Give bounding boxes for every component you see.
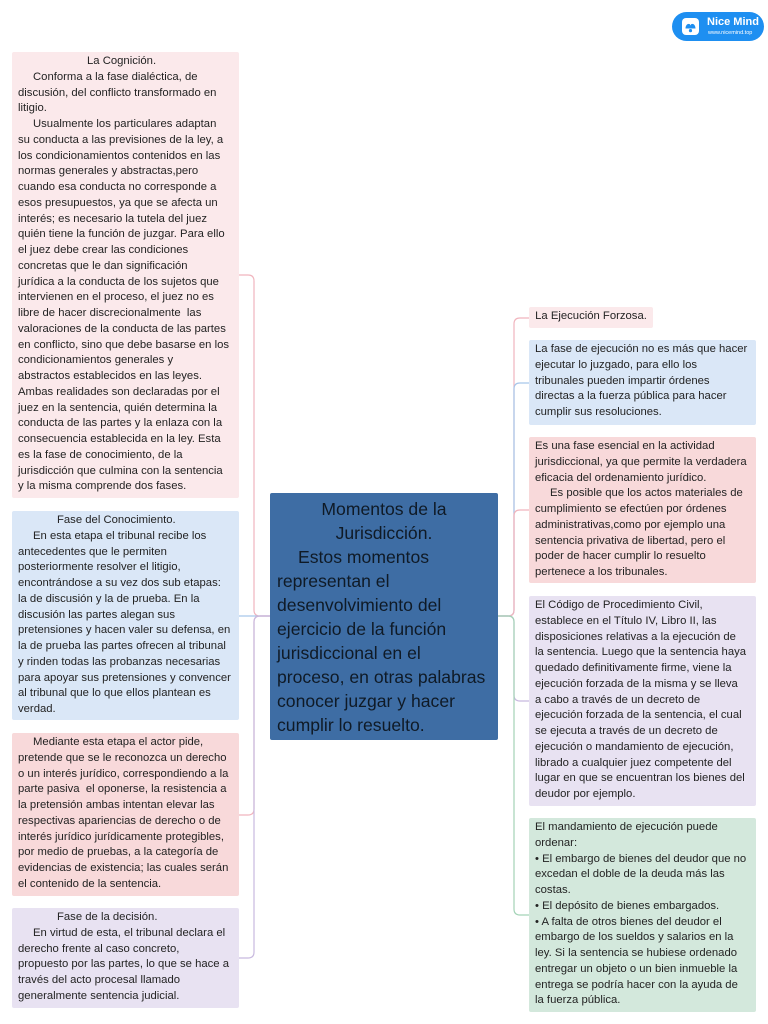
text-line: y la misma comprende dos fases. [18, 480, 187, 493]
text-line: concretas que le dan significación [18, 259, 188, 272]
text-line: generalmente sentencia judicial. [18, 989, 180, 1002]
text-line: tribunales pueden impartir órdenes [535, 374, 710, 387]
connector-fase-esencial [498, 510, 529, 616]
node-title: Fase de la decisión. [57, 911, 158, 923]
text-line: abstractos establecidos en las leyes. [18, 370, 202, 382]
text-line: esos presupuestos, ya que se afecta un [18, 196, 218, 209]
text-line: jurisdiccional, ya que permite la verdadera [535, 455, 747, 468]
text-line: jurisdiccional en el [277, 643, 421, 663]
node-paragraph [535, 820, 750, 1009]
text-line: Es posible que los actos materiales de [550, 487, 743, 500]
node-fase-esencial[interactable] [529, 437, 756, 583]
text-line: la sentencia. Luego que la sentencia haya [535, 646, 747, 659]
text-line: • El embargo de bienes del deudor que no [535, 852, 747, 865]
text-line: su conducta a las previsiones de la ley, a [18, 133, 224, 146]
text-line: pretende que se le reconozca un derecho [18, 751, 227, 764]
node-paragraph [18, 70, 233, 117]
text-line: desenvolvimiento del [277, 595, 442, 615]
text-line: embargo de los sueldos y salarios en la [535, 931, 734, 944]
text-line: discusión, del conflicto transformado en [18, 86, 217, 99]
text-line: a cabo a través de un decreto de [535, 693, 701, 706]
text-line: la de prueba las partes ofrecen al tribunal [18, 640, 226, 652]
text-line: Usualmente los particulares adaptan [33, 118, 217, 130]
node-title: La Cognición. [87, 55, 157, 67]
text-line: al tribunal que lo que ellos plantean es [18, 687, 211, 700]
text-line: representan el [277, 571, 390, 591]
central-title [277, 497, 491, 545]
text-line: deudor por ejemplo. [535, 788, 636, 800]
text-line: los condicionamientos contenidos en las [18, 149, 221, 162]
text-line: conocer juzgar y hacer [277, 691, 455, 711]
text-line: propuesto por las partes, lo que se hace a [18, 958, 230, 971]
node-paragraph [535, 439, 750, 486]
text-line: por medio de pruebas, a la categoría de [18, 846, 219, 859]
text-line: En esta etapa el tribunal recibe los [33, 529, 207, 542]
text-line: consecuencia establecida en la ley. Esta [18, 433, 221, 445]
text-line: excedan el doble de la deuda más las [535, 868, 725, 881]
node-fase-de-la-decision[interactable] [12, 908, 239, 1008]
node-paragraph [18, 117, 233, 495]
text-line: establece en el Título IV, Libro II, las [535, 614, 717, 627]
text-line: Jurisdicción. [335, 523, 433, 543]
node-paragraph [535, 486, 750, 581]
text-line: encontrándose a su vez dos sub etapas: [18, 577, 221, 589]
text-line: sentencia privativa de libertad, pero el [535, 534, 726, 547]
text-line: interés jurídico jurídicamente protegibles, [18, 830, 224, 843]
text-line: lugar en que se encuentran los bienes del [535, 772, 745, 785]
text-line: antecedentes que le permiten [18, 545, 167, 558]
node-la-cognicion[interactable] [12, 52, 239, 498]
text-line: quedado definitivamente firme, viene la [535, 662, 732, 674]
text-line: la pretensión ambas intentan elevar las [18, 799, 215, 811]
connector-mandamiento-de-ejecucion [498, 616, 529, 915]
text-line: es la fase de conocimiento, de la [18, 448, 183, 461]
text-line: condicionamientos generales y [18, 354, 174, 367]
node-paragraph [535, 598, 750, 803]
text-line: través del acto procesal llamado [18, 974, 181, 986]
text-line: cumplir sus resoluciones. [535, 406, 662, 418]
text-line: valoraciones de la conducta de las partes [18, 322, 226, 335]
text-line: administrativas,como por ejemplo una [535, 518, 726, 531]
node-title: Fase del Conocimiento. [57, 514, 176, 526]
connector-fase-de-la-decision [239, 616, 270, 958]
text-line: entrega se podría hacer con la ayuda de [535, 978, 738, 991]
text-line: juez en la sentencia, quién determina la [18, 401, 218, 414]
text-line: • A falta de otros bienes del deudor el [535, 915, 722, 928]
text-line: ejecución o mandamiento de ejecución, [535, 740, 734, 753]
text-line: pretensiones y hacen valer su defensa, en [18, 624, 231, 637]
text-line: intervienen en el proceso, el juez no es [18, 291, 214, 304]
node-pretension[interactable] [12, 733, 239, 896]
text-line: Momentos de la [321, 499, 447, 519]
text-line: pertenece a los tribunales. [535, 566, 668, 578]
node-paragraph [535, 342, 750, 421]
text-line: normas generales y abstractas,pero [18, 165, 199, 178]
brain-icon [682, 18, 699, 35]
nice-mind-logo [672, 12, 764, 41]
text-line: El mandamiento de ejecución puede [535, 821, 718, 833]
text-line: directas a la fuerza pública para hacer [535, 390, 727, 403]
text-line: cuando esa conducta no corresponde a [18, 181, 217, 193]
central-body [277, 545, 491, 737]
text-line: en conflicto, sino que debe basarse en los [18, 338, 230, 351]
text-line: poder de hacer cumplir lo resuelto [535, 550, 706, 563]
brand-url: www.nicemind.top [708, 30, 753, 36]
text-line: ejecutar lo juzgado, para ello los [535, 358, 698, 371]
text-line: cumplimiento se efectúen por órdenes [535, 503, 727, 515]
text-line: costas. [535, 884, 571, 896]
text-line: eficacia del ordenamiento jurídico. [535, 471, 707, 484]
text-line: Estos momentos [298, 547, 430, 567]
text-line: la de discusión y la de prueba. En la [18, 592, 200, 605]
node-paragraph [18, 926, 233, 1005]
text-line: verdad. [18, 703, 56, 715]
text-line: En virtud de esta, el tribunal declara el [33, 926, 226, 939]
text-line: discusión las partes alegan sus [18, 608, 175, 621]
text-line: jurisdicción que culmina con la sentencia [18, 464, 223, 477]
text-line: proceso, en otras palabras [277, 667, 486, 687]
text-line: libre de hacer discrecionalmente las [18, 307, 202, 319]
text-line: respectivas apariencias de derecho o de [18, 814, 221, 827]
text-line: litigio. [18, 102, 47, 115]
text-line: la fuerza pública. [535, 994, 621, 1007]
text-line: Conforma a la fase dialéctica, de [33, 70, 198, 83]
text-line: derecho frente al caso concreto, [18, 942, 180, 955]
text-line: • El depósito de bienes embargados. [535, 899, 720, 912]
text-line: Ambas realidades son declaradas por el [18, 385, 220, 398]
text-line: o un interés jurídico, correspondiendo a la [18, 767, 229, 780]
text-line: interés; es necesario la tutela del juez [18, 212, 208, 225]
text-line: quién tiene la función de juzgar. Para ello [18, 228, 225, 241]
text-line: cumplir lo resuelto. [277, 715, 425, 735]
text-line: jurídica a la conducta de los sujetos que [18, 275, 219, 288]
text-line: ejecución forzada de la misma y se lleva [535, 677, 738, 690]
node-fase-de-ejecucion[interactable] [529, 340, 756, 425]
text-line: ordenar: [535, 836, 578, 849]
text-line: conducta de las partes y la enlaza con la [18, 417, 223, 430]
text-line: el contenido de la sentencia. [18, 877, 162, 890]
text-line: ley. Si la sentencia se hubiese ordenado [535, 947, 738, 959]
node-codigo-procedimiento-civil[interactable] [529, 596, 756, 806]
brand-name: Nice Mind [707, 16, 759, 28]
node-la-ejecucion-forzosa[interactable] [529, 307, 653, 328]
node-mandamiento-de-ejecucion[interactable] [529, 818, 756, 1012]
text-line: Mediante esta etapa el actor pide, [33, 736, 204, 748]
text-line: el juez debe crear las condiciones [18, 244, 189, 256]
node-title: La Ejecución Forzosa. [535, 310, 647, 322]
text-line: para apoyar sus pretensiones y convencer [18, 671, 231, 684]
text-line: parte pasiva el oponerse, la resistencia a [18, 783, 227, 796]
text-line: se ejecuta a través de un decreto de [535, 725, 718, 737]
text-line: Es una fase esencial en la actividad [535, 440, 715, 452]
text-line: El Código de Procedimiento Civil, [535, 599, 703, 611]
text-line: ejecución forzada de la sentencia, el cual [535, 709, 742, 722]
text-line: posteriormente resolver el litigio, [18, 561, 181, 574]
text-line: librado a cualquier juez competente del [535, 756, 732, 769]
node-paragraph [18, 735, 233, 893]
text-line: disposiciones relativas a la ejecución de [535, 630, 736, 643]
node-fase-del-conocimiento[interactable] [12, 511, 239, 720]
central-node[interactable] [270, 493, 498, 740]
text-line: entregar un objeto o un bien inmueble la [535, 962, 738, 975]
text-line: y rinden todas las probanzas necesarias [18, 655, 221, 668]
connector-la-cognicion [239, 275, 270, 616]
text-line: ejercicio de la función [277, 619, 447, 639]
text-line: La fase de ejecución no es más que hacer [535, 343, 748, 355]
node-paragraph [18, 529, 233, 718]
text-line: evidencias de existencia; las cuales serán [18, 862, 229, 874]
